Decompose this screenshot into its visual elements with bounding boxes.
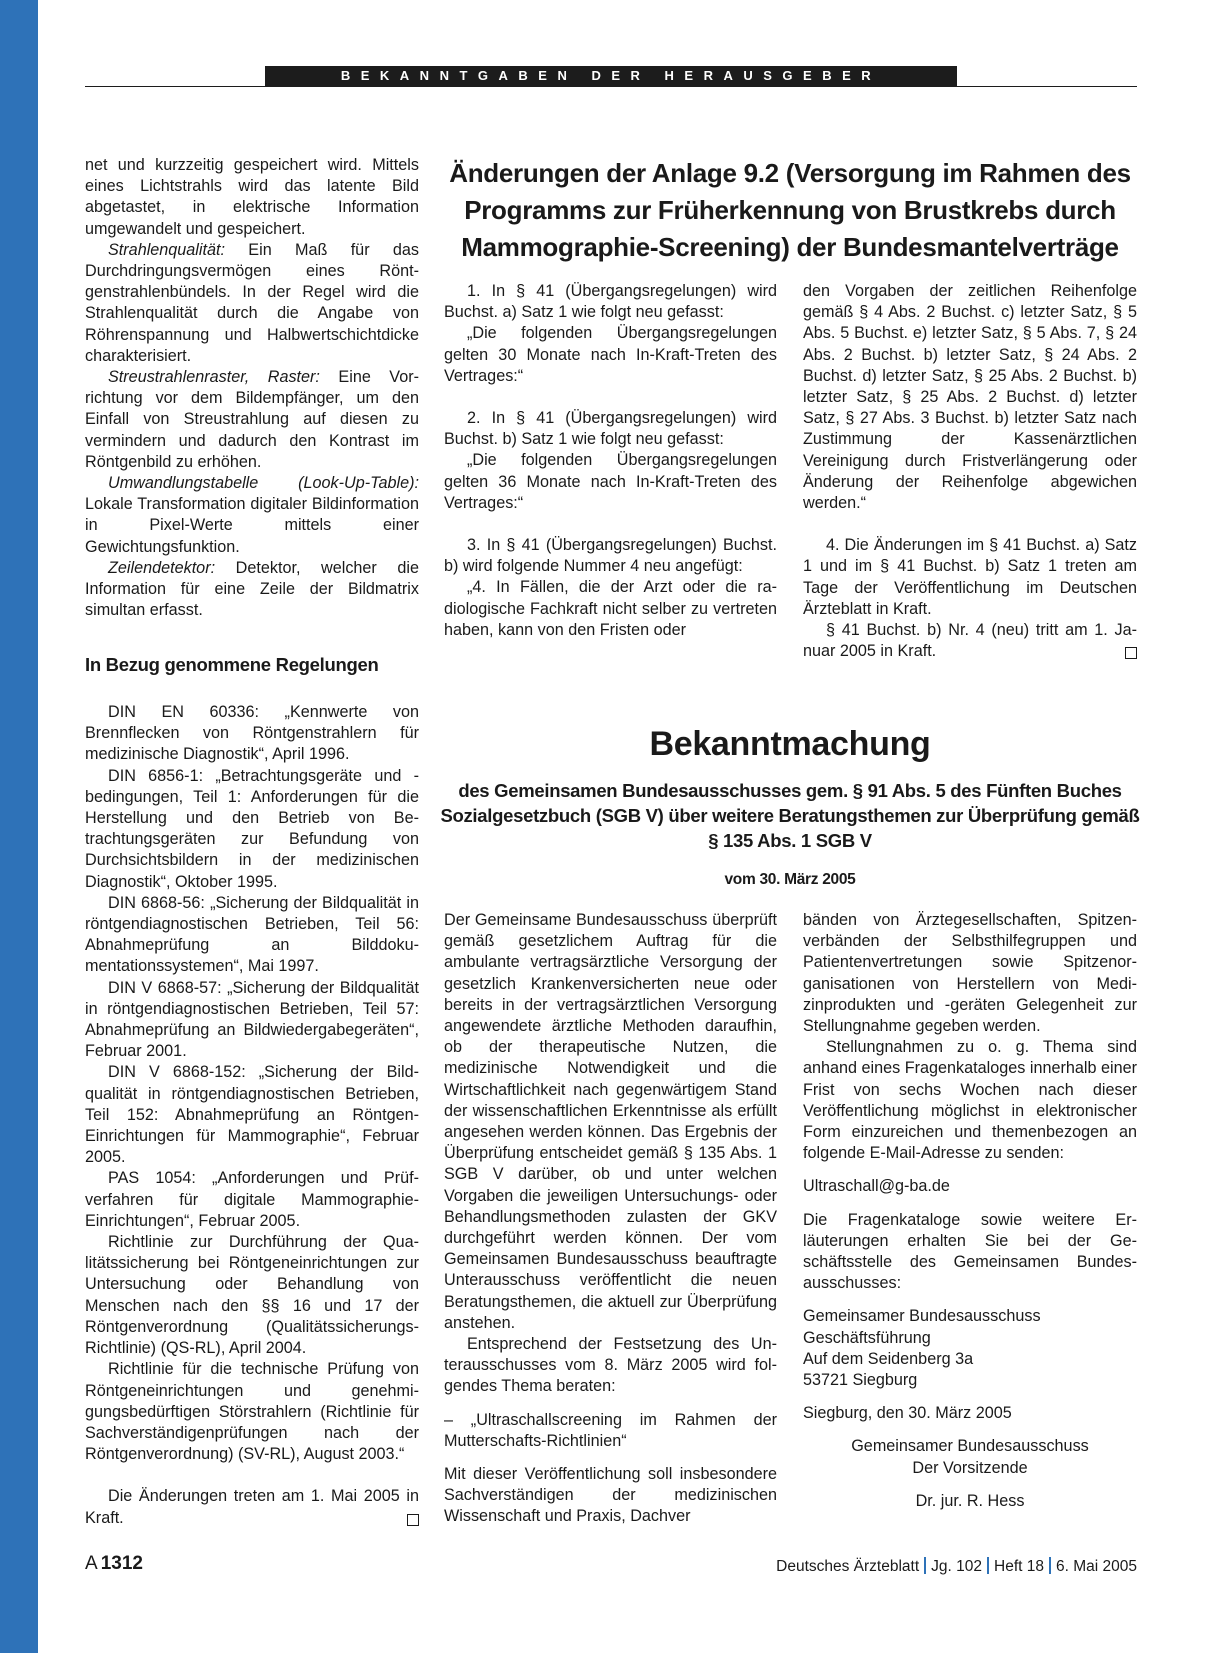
end-mark-box — [407, 1514, 419, 1526]
paragraph: § 41 Buchst. b) Nr. 4 (neu) tritt am 1. Januar 2005 in Kraft. — [803, 621, 1137, 661]
section-heading-regulations: In Bezug genommene Regelungen — [85, 654, 379, 675]
end-mark-box — [1125, 647, 1137, 659]
footer-separator — [924, 1557, 926, 1574]
left-color-bar — [0, 0, 38, 1653]
article1-column-middle — [444, 281, 777, 641]
address-line: 53721 Siegburg — [803, 1371, 918, 1390]
page-number: A 1312 — [85, 1553, 143, 1574]
reference-item: DIN EN 60336: „Kennwerte von Brennflecken von Röntgenstrahlern für medizinische Diagnostik“, April 1996. — [85, 703, 419, 764]
glossary-term: Zeilendetektor: — [108, 558, 216, 577]
paragraph: Entsprechend der Festsetzung des Unterausschusses vom 8. März 2005 wird folgendes Thema beraten: — [444, 1335, 777, 1396]
glossary-entry — [85, 558, 419, 622]
section-header-band: BEKANNTGABEN DER HERAUSGEBER — [265, 66, 957, 86]
journal-name: Deutsches Ärzteblatt — [776, 1558, 920, 1575]
glossary-term: Umwandlungstabelle (Look-Up-Table): — [108, 474, 419, 493]
header-rule — [85, 86, 1137, 87]
article-title-anlage: Änderungen der Anlage 9.2 (Versorgung im Rahmen des Programms zur Früherkennung von Brustkrebs durch Mammographie-Screening) der Bundesmantelverträge — [449, 158, 1131, 262]
article-date: vom 30. März 2005 — [724, 871, 856, 888]
paragraph: bänden von Ärztegesellschaften, Spitzenverbänden der Selbsthilfegruppen und Patientenvertretungen sowie Spitzenorganisationen von Herstellern von Medizinprodukten und -geräten Gelegenheit zur Stellungnahme gegeben werden. — [803, 911, 1137, 1036]
email-address: Ultraschall@g-ba.de — [803, 1177, 950, 1196]
signature-name: Dr. jur. R. Hess — [915, 1491, 1025, 1510]
footer-separator — [1049, 1557, 1051, 1574]
postal-address — [803, 1306, 1137, 1391]
article1-column-right — [803, 281, 1137, 662]
paragraph: den Vorgaben der zeitlichen Reihenfolge gemäß § 4 Abs. 2 Buchst. c) letzter Satz, § 5 Abs. 5 Buchst. e) letzter Satz, § 5 Abs. 7, § 24 Abs. 2 Buchst. b) letzter Satz, § 24 Abs. 2 Buchst. d) letzter Satz, § 25 Abs. 2 Buchst. b) letzter Satz, § 25 Abs. 2 Buchst. d) letzter Satz, § 27 Abs. 3 Buchst. b) letzter Satz nach Zustimmung der Kassenärztlichen Vereinigung durch Fristverlängerung oder Änderung der Reihenfolge abgewichen werden.“ — [803, 282, 1137, 513]
reference-item: DIN 6868-56: „Sicherung der Bildqualität in röntgendiagnostischen Betrieben, Teil 56: Abnahmeprüfung an Bilddokumentationssystemen“, Mai 1997. — [85, 893, 419, 976]
glossary-entry — [85, 473, 419, 558]
article-subtitle: des Gemeinsamen Bundesausschusses gem. § 91 Abs. 5 des Fünften Buches Sozialgesetzbuch (SGB V) über weitere Beratungsthemen zur Überprüfung gemäß § 135 Abs. 1 SGB V — [440, 780, 1140, 851]
glossary-term: Streustrahlenraster, Raster: — [108, 368, 320, 387]
glossary-entry — [85, 240, 419, 367]
glossary-entry — [85, 367, 419, 473]
left-column-glossary — [85, 155, 419, 621]
paragraph: „4. In Fällen, die der Arzt oder die radiologische Fachkraft nicht selber zu vertreten haben, kann von den Fristen oder — [444, 578, 777, 639]
journal-issue: Heft 18 — [994, 1558, 1044, 1575]
reference-item: DIN V 6868-57: „Sicherung der Bildqualität in röntgendiagnostischen Betrieben, Teil 57: Abnahmeprüfung an Bildwiedergabegeräten“, Februar 2001. — [85, 978, 419, 1061]
journal-volume: Jg. 102 — [931, 1558, 983, 1575]
signature-role: Der Vorsitzende — [912, 1458, 1028, 1477]
reference-item: PAS 1054: „Anforderungen und Prüfverfahren für digitale Mammographie-Einrichtungen“, Februar 2005. — [85, 1169, 419, 1230]
footer-separator — [987, 1557, 989, 1574]
reference-item: Richtlinie für die technische Prüfung von Röntgeneinrichtungen und genehmigungsbedürftigen Störstrahlern (Richtlinie für Sachverständigenprüfungen nach der Röntgenverordnung) (SV-RL), August 2003.“ — [85, 1360, 419, 1464]
paragraph: 3. In § 41 (Übergangsregelungen) Buchst. b) wird folgende Nummer 4 neu angefügt: — [444, 536, 777, 576]
glossary-continuation: net und kurzzeitig gespeichert wird. Mittels eines Lichtstrahls wird das latente Bild abgetastet, in elektrische Information umgewandelt und gespeichert. — [85, 156, 419, 238]
glossary-definition: Detektor, welcher die Information für eine Zeile der Bildmatrix simultan erfasst. — [85, 558, 419, 620]
reference-item: DIN 6856-1: „Betrachtungsgeräte und -bedingungen, Teil 1: Anforderungen für die Herstellung und den Betrieb von Betrachtungsgeräten zur Befundung von Durchsichtsbildern in der medizinischen Diagnostik“, Oktober 1995. — [85, 766, 419, 891]
glossary-definition: Lokale Transformation digitaler Bildinformation in Pixel-Werte mittels einer Gewichtungsfunktion. — [85, 495, 419, 556]
paragraph: Mit dieser Veröffentlichung soll insbesondere Sachverständigen der medizinischen Wissenschaft und Praxis, Dachver — [444, 1465, 777, 1526]
left-column-references — [85, 702, 419, 1529]
paragraph: Die Fragenkataloge sowie weitere Erläuterungen erhalten Sie bei der Geschäftsstelle des Gemeinsamen Bundesausschusses: — [803, 1210, 1137, 1293]
journal-footer — [776, 1557, 1137, 1576]
paragraph: Stellungnahmen zu o. g. Thema sind anhand eines Fragenkataloges innerhalb einer Frist von sechs Wochen nach dieser Veröffentlichung möglichst in elektronischer Form einzureichen und themenbezogen an folgende E-Mail-Adresse zu senden: — [803, 1038, 1137, 1163]
address-line: Geschäftsführung — [803, 1328, 931, 1347]
article-title-bekanntmachung: Bekanntmachung — [649, 725, 931, 763]
paragraph: 4. Die Änderungen im § 41 Buchst. a) Satz 1 und im § 41 Buchst. b) Satz 1 treten am Tage der Veröffentlichung im Deutschen Ärzteblatt in Kraft. — [803, 536, 1137, 618]
glossary-definition: Eine Vorrichtung vor dem Bildempfänger, um den Einfall von Streustrahlung auf diesen zu vermindern und dadurch den Kontrast im Röntgenbild zu erhöhen. — [85, 368, 419, 471]
paragraph: „Die folgenden Übergangsregelungen gelten 36 Monate nach In-Kraft-Treten des Vertrages:“ — [444, 451, 777, 512]
reference-list — [85, 702, 419, 1465]
glossary-definition: Ein Maß für das Durchdringungsvermögen eines Röntgenstrahlenbündels. In der Regel wird die Strahlenqualität durch die Angabe von Röhrenspannung und Halbwertschichtdicke charakterisiert. — [85, 240, 419, 365]
signature-organization: Gemeinsamer Bundesausschuss — [851, 1437, 1089, 1456]
article2-column-right — [803, 910, 1137, 1512]
paragraph: „Die folgenden Übergangsregelungen gelten 30 Monate nach In-Kraft-Treten des Vertrages:“ — [444, 324, 777, 385]
address-line: Gemeinsamer Bundesausschuss — [803, 1307, 1041, 1326]
reference-item: DIN V 6868-152: „Sicherung der Bildqualität in röntgendiagnostischen Betrieben, Teil 152: Abnahmeprüfung an Röntgen-Einrichtungen für Mammographie“, Februar 2005. — [85, 1063, 419, 1167]
glossary-term: Strahlenqualität: — [108, 240, 225, 259]
paragraph: 1. In § 41 (Übergangsregelungen) wird Buchst. a) Satz 1 wie folgt neu gefasst: — [444, 282, 777, 322]
article2-column-middle — [444, 910, 777, 1528]
paragraph: 2. In § 41 (Übergangsregelungen) wird Buchst. b) Satz 1 wie folgt neu gefasst: — [444, 409, 777, 449]
journal-date: 6. Mai 2005 — [1056, 1558, 1137, 1575]
paragraph: Der Gemeinsame Bundesausschuss überprüft gemäß gesetzlichem Auftrag für die ambulante vertragsärztliche Versorgung der gesetzlich Krankenversicherten neue oder bereits in der vertragsärztlichen Versorgung angewendete ärztliche Methoden daraufhin, ob der therapeutische Nutzen, die medizinische Notwendigkeit und die Wirtschaftlichkeit nach gegenwärtigem Stand der wissenschaftlichen Erkenntnisse als erfüllt angesehen werden können. Das Ergebnis der Überprüfung entscheidet gemäß § 135 Abs. 1 SGB V darüber, ob und unter welchen Vorgaben die jeweiligen Untersuchungs- oder Behandlungsmethoden zulasten der GKV durchgeführt werden können. Der vom Gemeinsamen Bundesausschuss beauftragte Unterausschuss veröffentlicht die neuen Beratungsthemen, die aktuell zur Überprüfung anstehen. — [444, 911, 777, 1332]
address-line: Auf dem Seidenberg 3a — [803, 1349, 974, 1368]
paragraph: – „Ultraschallscreening im Rahmen der Mutterschafts-Richtlinien“ — [444, 1410, 777, 1450]
place-date: Siegburg, den 30. März 2005 — [803, 1404, 1012, 1423]
closing-statement: Die Änderungen treten am 1. Mai 2005 in Kraft. — [85, 1487, 419, 1527]
reference-item: Richtlinie zur Durchführung der Qualitätssicherung bei Röntgeneinrichtungen zur Untersuchung oder Behandlung von Menschen nach den §§ 16 und 17 der Röntgenverordnung (Qualitätssicherungs-Richtlinie) (QS-RL), April 2004. — [85, 1233, 419, 1358]
